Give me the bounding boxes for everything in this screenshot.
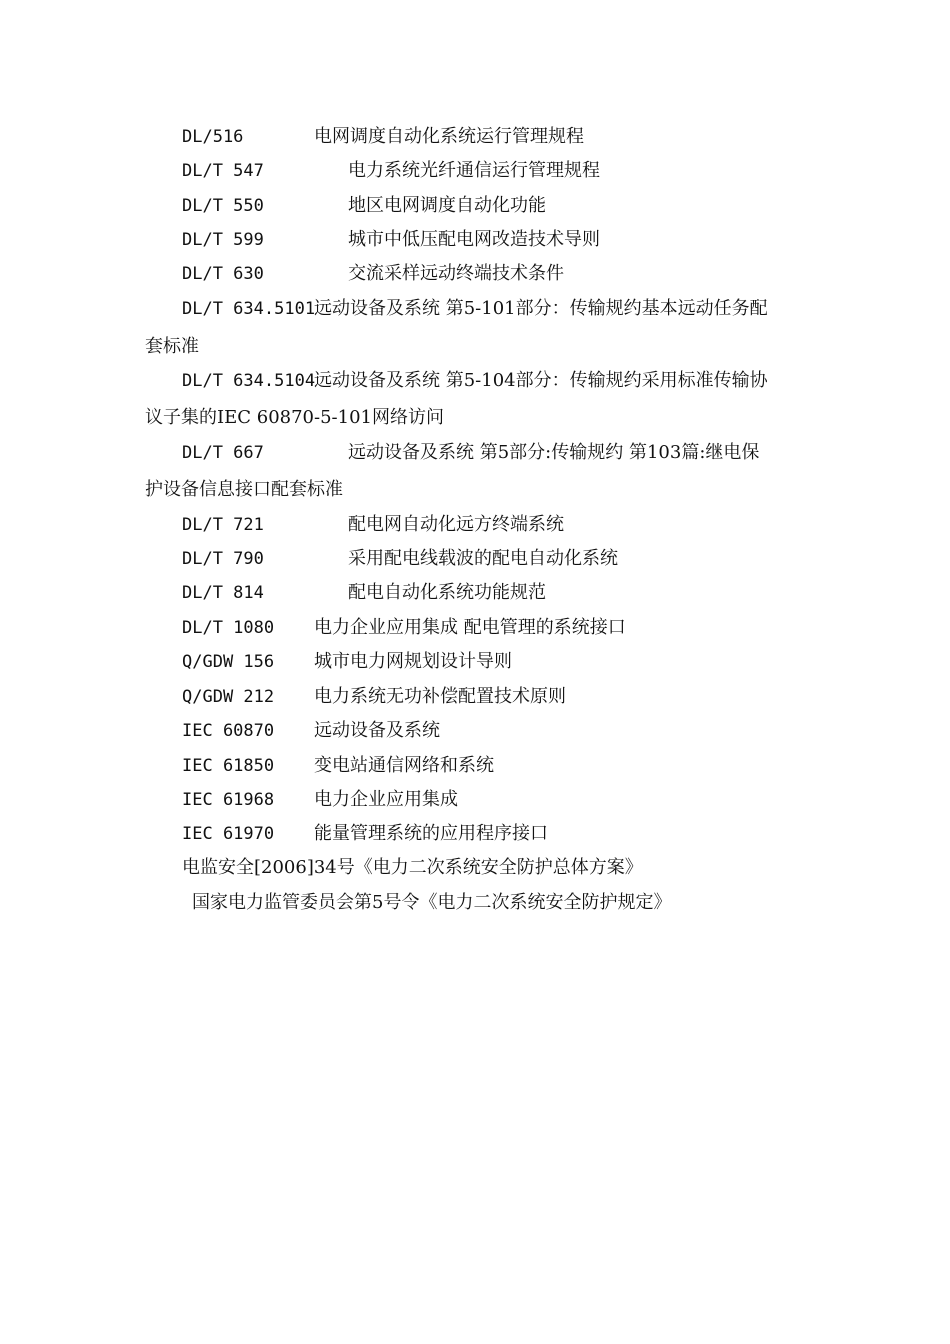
reference-title: 电力企业应用集成 配电管理的系统接口 — [314, 617, 626, 638]
reference-title: 远动设备及系统 第5部分:传输规约 第103篇:继电保 — [348, 442, 760, 463]
reference-title: 远动设备及系统 第5-104部分：传输规约采用标准传输协 — [314, 370, 768, 391]
reference-code: DL/T 814 — [182, 583, 264, 603]
reference-code: Q/GDW 156 — [182, 652, 275, 672]
reference-code: IEC 60870 — [182, 721, 275, 741]
regulation-note: 电监安全[2006]34号《电力二次系统安全防护总体方案》 — [182, 857, 643, 878]
reference-title: 交流采样远动终端技术条件 — [348, 263, 564, 284]
reference-title-continuation: 护设备信息接口配套标准 — [145, 479, 343, 500]
reference-title-continuation: 议子集的IEC 60870-5-101网络访问 — [145, 407, 444, 428]
reference-code: DL/T 667 — [182, 443, 264, 463]
reference-code: IEC 61970 — [182, 824, 275, 844]
reference-title: 配电网自动化远方终端系统 — [348, 514, 564, 535]
reference-title: 城市电力网规划设计导则 — [314, 651, 512, 672]
regulation-note: 国家电力监管委员会第5号令《电力二次系统安全防护规定》 — [192, 892, 672, 913]
reference-code: DL/T 630 — [182, 264, 264, 284]
reference-title: 电力系统光纤通信运行管理规程 — [348, 160, 600, 181]
reference-code: IEC 61968 — [182, 790, 275, 810]
reference-code: DL/T 634.5104 — [182, 371, 316, 391]
reference-code: DL/T 547 — [182, 161, 264, 181]
reference-title-continuation: 套标准 — [145, 336, 199, 357]
reference-title: 电力系统无功补偿配置技术原则 — [314, 686, 566, 707]
reference-title: 城市中低压配电网改造技术导则 — [348, 229, 600, 250]
reference-code: DL/T 599 — [182, 230, 264, 250]
reference-code: DL/T 790 — [182, 549, 264, 569]
reference-code: DL/516 — [182, 127, 244, 147]
reference-title: 远动设备及系统 — [314, 720, 440, 741]
reference-title: 电网调度自动化系统运行管理规程 — [314, 126, 584, 147]
reference-title: 采用配电线载波的配电自动化系统 — [348, 548, 618, 569]
reference-code: DL/T 721 — [182, 515, 264, 535]
reference-code: DL/T 550 — [182, 196, 264, 216]
reference-code: DL/T 1080 — [182, 618, 275, 638]
reference-title: 远动设备及系统 第5-101部分：传输规约基本远动任务配 — [314, 298, 768, 319]
reference-title: 变电站通信网络和系统 — [314, 755, 494, 776]
reference-code: DL/T 634.5101 — [182, 299, 316, 319]
reference-title: 配电自动化系统功能规范 — [348, 582, 546, 603]
reference-code: IEC 61850 — [182, 756, 275, 776]
reference-title: 地区电网调度自动化功能 — [348, 195, 546, 216]
reference-title: 电力企业应用集成 — [314, 789, 458, 810]
reference-code: Q/GDW 212 — [182, 687, 275, 707]
reference-title: 能量管理系统的应用程序接口 — [314, 823, 548, 844]
